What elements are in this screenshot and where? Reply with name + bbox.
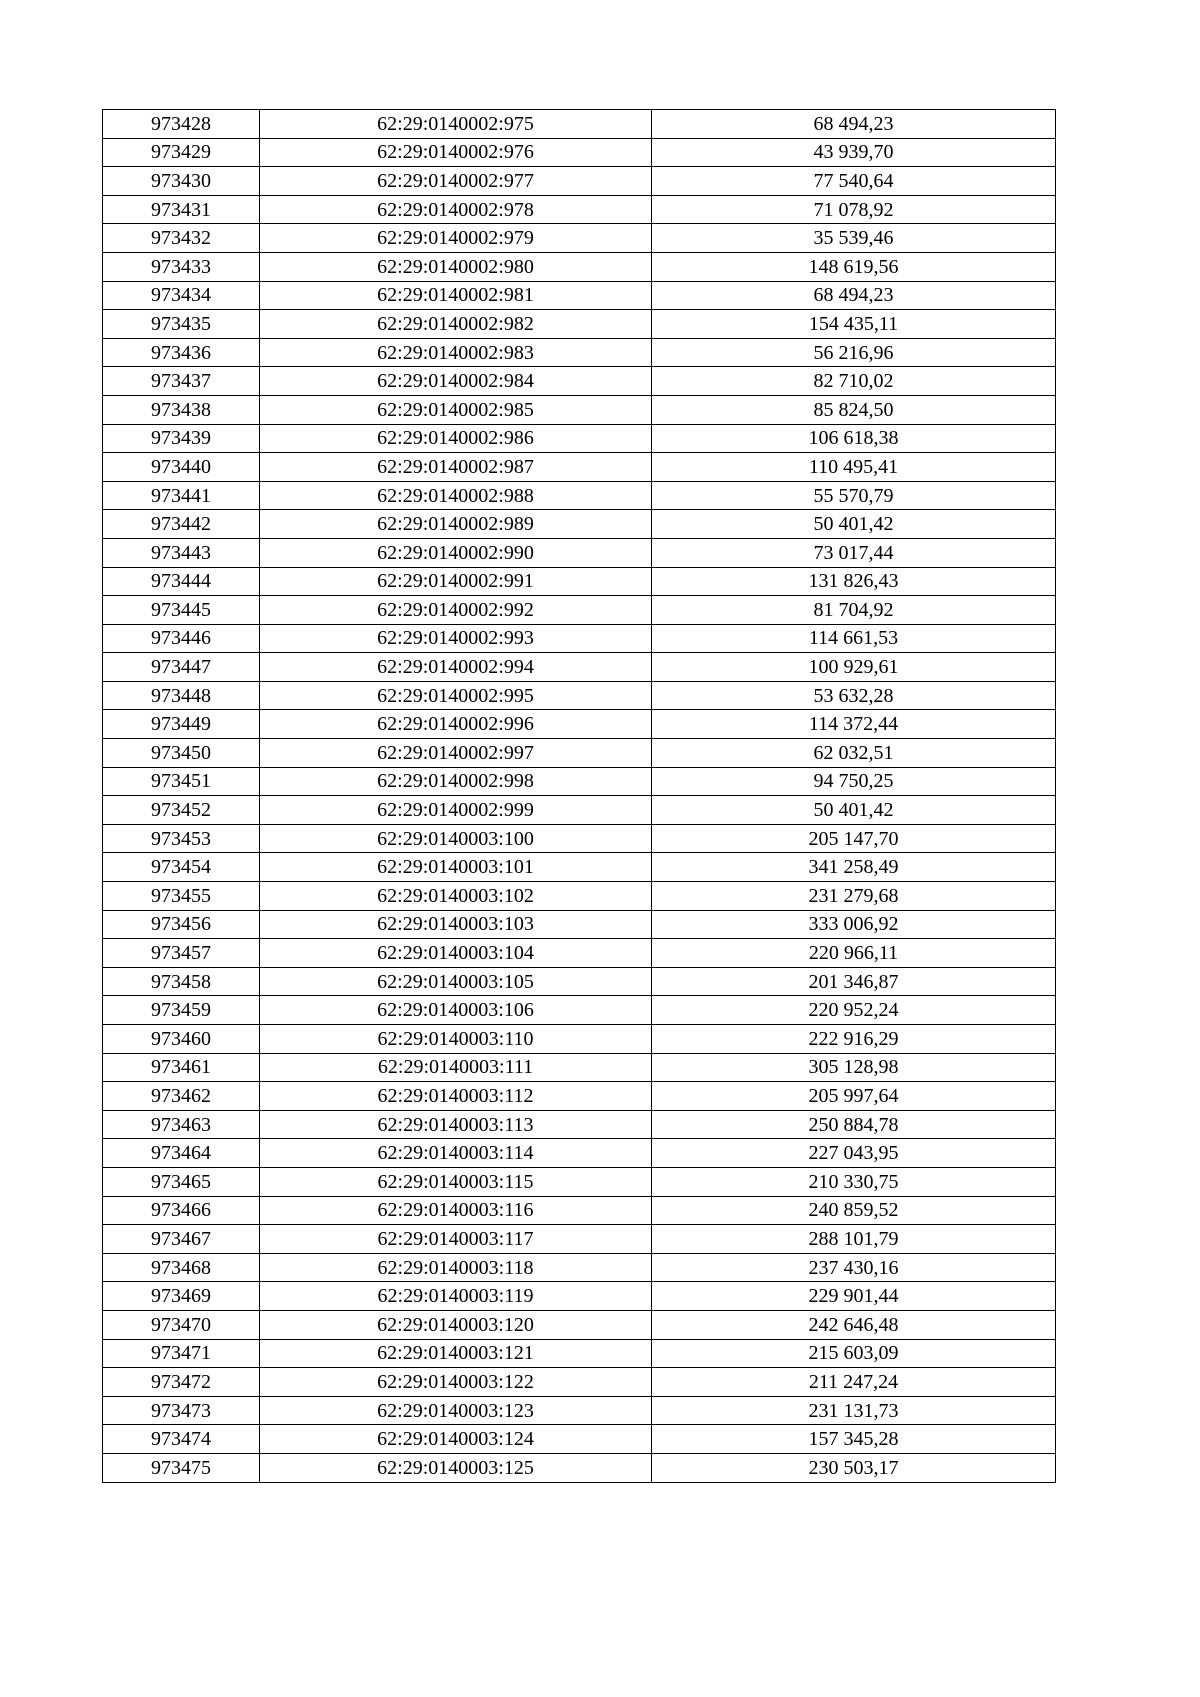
cadastral-number-cell: 62:29:0140003:114 xyxy=(260,1139,652,1168)
value-cell: 114 661,53 xyxy=(652,624,1056,653)
value-cell: 157 345,28 xyxy=(652,1425,1056,1454)
value-cell: 205 147,70 xyxy=(652,824,1056,853)
cadastral-number-cell: 62:29:0140002:975 xyxy=(260,110,652,139)
row-number-cell: 973475 xyxy=(103,1453,260,1482)
row-number-cell: 973435 xyxy=(103,310,260,339)
value-cell: 333 006,92 xyxy=(652,910,1056,939)
value-cell: 81 704,92 xyxy=(652,596,1056,625)
table-row xyxy=(103,653,1056,682)
row-number-cell: 973454 xyxy=(103,853,260,882)
value-cell: 250 884,78 xyxy=(652,1110,1056,1139)
cadastral-number-cell: 62:29:0140003:105 xyxy=(260,967,652,996)
value-cell: 211 247,24 xyxy=(652,1368,1056,1397)
value-cell: 110 495,41 xyxy=(652,453,1056,482)
row-number-cell: 973474 xyxy=(103,1425,260,1454)
cadastral-number-cell: 62:29:0140003:111 xyxy=(260,1053,652,1082)
value-cell: 53 632,28 xyxy=(652,681,1056,710)
table-row xyxy=(103,1025,1056,1054)
cadastral-number-cell: 62:29:0140002:983 xyxy=(260,338,652,367)
value-cell: 237 430,16 xyxy=(652,1253,1056,1282)
cadastral-number-cell: 62:29:0140002:999 xyxy=(260,796,652,825)
value-cell: 227 043,95 xyxy=(652,1139,1056,1168)
table-row xyxy=(103,1339,1056,1368)
cadastral-number-cell: 62:29:0140002:985 xyxy=(260,395,652,424)
row-number-cell: 973458 xyxy=(103,967,260,996)
row-number-cell: 973451 xyxy=(103,767,260,796)
table-row xyxy=(103,510,1056,539)
table-row xyxy=(103,567,1056,596)
cadastral-number-cell: 62:29:0140002:978 xyxy=(260,195,652,224)
table-row xyxy=(103,1396,1056,1425)
cadastral-number-cell: 62:29:0140002:990 xyxy=(260,538,652,567)
cadastral-number-cell: 62:29:0140002:977 xyxy=(260,167,652,196)
table-row xyxy=(103,796,1056,825)
row-number-cell: 973439 xyxy=(103,424,260,453)
table-row xyxy=(103,824,1056,853)
row-number-cell: 973441 xyxy=(103,481,260,510)
row-number-cell: 973434 xyxy=(103,281,260,310)
row-number-cell: 973431 xyxy=(103,195,260,224)
value-cell: 305 128,98 xyxy=(652,1053,1056,1082)
row-number-cell: 973467 xyxy=(103,1225,260,1254)
cadastral-number-cell: 62:29:0140003:106 xyxy=(260,996,652,1025)
table-row xyxy=(103,967,1056,996)
cadastral-number-cell: 62:29:0140002:986 xyxy=(260,424,652,453)
row-number-cell: 973472 xyxy=(103,1368,260,1397)
cadastral-number-cell: 62:29:0140003:124 xyxy=(260,1425,652,1454)
value-cell: 85 824,50 xyxy=(652,395,1056,424)
table-row xyxy=(103,1110,1056,1139)
row-number-cell: 973437 xyxy=(103,367,260,396)
cadastral-number-cell: 62:29:0140002:982 xyxy=(260,310,652,339)
value-cell: 114 372,44 xyxy=(652,710,1056,739)
row-number-cell: 973453 xyxy=(103,824,260,853)
table-row xyxy=(103,853,1056,882)
cadastral-number-cell: 62:29:0140003:102 xyxy=(260,882,652,911)
cadastral-number-cell: 62:29:0140002:984 xyxy=(260,367,652,396)
table-row xyxy=(103,1453,1056,1482)
data-table xyxy=(102,109,1056,1483)
cadastral-number-cell: 62:29:0140003:112 xyxy=(260,1082,652,1111)
value-cell: 242 646,48 xyxy=(652,1310,1056,1339)
table-row xyxy=(103,281,1056,310)
row-number-cell: 973455 xyxy=(103,882,260,911)
table-row xyxy=(103,395,1056,424)
table-row xyxy=(103,1053,1056,1082)
value-cell: 43 939,70 xyxy=(652,138,1056,167)
value-cell: 210 330,75 xyxy=(652,1167,1056,1196)
cadastral-number-cell: 62:29:0140002:987 xyxy=(260,453,652,482)
table-row xyxy=(103,453,1056,482)
row-number-cell: 973457 xyxy=(103,939,260,968)
value-cell: 231 279,68 xyxy=(652,882,1056,911)
table-row xyxy=(103,1253,1056,1282)
value-cell: 230 503,17 xyxy=(652,1453,1056,1482)
value-cell: 220 952,24 xyxy=(652,996,1056,1025)
table-row xyxy=(103,1167,1056,1196)
cadastral-number-cell: 62:29:0140003:122 xyxy=(260,1368,652,1397)
table-row xyxy=(103,681,1056,710)
table-row xyxy=(103,310,1056,339)
row-number-cell: 973469 xyxy=(103,1282,260,1311)
value-cell: 240 859,52 xyxy=(652,1196,1056,1225)
cadastral-number-cell: 62:29:0140003:103 xyxy=(260,910,652,939)
value-cell: 73 017,44 xyxy=(652,538,1056,567)
row-number-cell: 973443 xyxy=(103,538,260,567)
table-row xyxy=(103,910,1056,939)
table-row xyxy=(103,739,1056,768)
table-row xyxy=(103,624,1056,653)
row-number-cell: 973440 xyxy=(103,453,260,482)
value-cell: 77 540,64 xyxy=(652,167,1056,196)
table-row xyxy=(103,1082,1056,1111)
row-number-cell: 973428 xyxy=(103,110,260,139)
table-row xyxy=(103,338,1056,367)
table-row xyxy=(103,195,1056,224)
cadastral-number-cell: 62:29:0140002:996 xyxy=(260,710,652,739)
cadastral-number-cell: 62:29:0140003:125 xyxy=(260,1453,652,1482)
row-number-cell: 973448 xyxy=(103,681,260,710)
value-cell: 106 618,38 xyxy=(652,424,1056,453)
table-row xyxy=(103,367,1056,396)
value-cell: 68 494,23 xyxy=(652,110,1056,139)
cadastral-number-cell: 62:29:0140003:123 xyxy=(260,1396,652,1425)
row-number-cell: 973444 xyxy=(103,567,260,596)
value-cell: 55 570,79 xyxy=(652,481,1056,510)
table-row xyxy=(103,710,1056,739)
row-number-cell: 973464 xyxy=(103,1139,260,1168)
row-number-cell: 973460 xyxy=(103,1025,260,1054)
table-row xyxy=(103,1282,1056,1311)
row-number-cell: 973468 xyxy=(103,1253,260,1282)
cadastral-number-cell: 62:29:0140002:989 xyxy=(260,510,652,539)
row-number-cell: 973445 xyxy=(103,596,260,625)
cadastral-number-cell: 62:29:0140002:995 xyxy=(260,681,652,710)
table-row xyxy=(103,167,1056,196)
value-cell: 131 826,43 xyxy=(652,567,1056,596)
value-cell: 82 710,02 xyxy=(652,367,1056,396)
cadastral-number-cell: 62:29:0140002:992 xyxy=(260,596,652,625)
table-row xyxy=(103,110,1056,139)
row-number-cell: 973452 xyxy=(103,796,260,825)
row-number-cell: 973462 xyxy=(103,1082,260,1111)
row-number-cell: 973461 xyxy=(103,1053,260,1082)
cadastral-number-cell: 62:29:0140003:100 xyxy=(260,824,652,853)
cadastral-number-cell: 62:29:0140002:994 xyxy=(260,653,652,682)
row-number-cell: 973465 xyxy=(103,1167,260,1196)
row-number-cell: 973456 xyxy=(103,910,260,939)
cadastral-number-cell: 62:29:0140002:981 xyxy=(260,281,652,310)
row-number-cell: 973471 xyxy=(103,1339,260,1368)
value-cell: 71 078,92 xyxy=(652,195,1056,224)
row-number-cell: 973463 xyxy=(103,1110,260,1139)
row-number-cell: 973442 xyxy=(103,510,260,539)
table-row xyxy=(103,596,1056,625)
value-cell: 205 997,64 xyxy=(652,1082,1056,1111)
cadastral-number-cell: 62:29:0140003:121 xyxy=(260,1339,652,1368)
table-row xyxy=(103,767,1056,796)
value-cell: 62 032,51 xyxy=(652,739,1056,768)
value-cell: 229 901,44 xyxy=(652,1282,1056,1311)
cadastral-number-cell: 62:29:0140003:104 xyxy=(260,939,652,968)
cadastral-number-cell: 62:29:0140002:988 xyxy=(260,481,652,510)
value-cell: 50 401,42 xyxy=(652,510,1056,539)
cadastral-number-cell: 62:29:0140003:110 xyxy=(260,1025,652,1054)
row-number-cell: 973436 xyxy=(103,338,260,367)
value-cell: 56 216,96 xyxy=(652,338,1056,367)
cadastral-number-cell: 62:29:0140002:980 xyxy=(260,252,652,281)
table-row xyxy=(103,224,1056,253)
value-cell: 222 916,29 xyxy=(652,1025,1056,1054)
value-cell: 148 619,56 xyxy=(652,252,1056,281)
cadastral-number-cell: 62:29:0140003:120 xyxy=(260,1310,652,1339)
cadastral-number-cell: 62:29:0140003:116 xyxy=(260,1196,652,1225)
row-number-cell: 973447 xyxy=(103,653,260,682)
cadastral-number-cell: 62:29:0140002:976 xyxy=(260,138,652,167)
cadastral-number-cell: 62:29:0140003:119 xyxy=(260,1282,652,1311)
value-cell: 201 346,87 xyxy=(652,967,1056,996)
row-number-cell: 973438 xyxy=(103,395,260,424)
table-row xyxy=(103,538,1056,567)
table-row xyxy=(103,1425,1056,1454)
row-number-cell: 973473 xyxy=(103,1396,260,1425)
value-cell: 220 966,11 xyxy=(652,939,1056,968)
table-row xyxy=(103,481,1056,510)
table-row xyxy=(103,939,1056,968)
table-body xyxy=(103,110,1056,1483)
row-number-cell: 973433 xyxy=(103,252,260,281)
row-number-cell: 973446 xyxy=(103,624,260,653)
cadastral-number-cell: 62:29:0140003:113 xyxy=(260,1110,652,1139)
row-number-cell: 973459 xyxy=(103,996,260,1025)
cadastral-number-cell: 62:29:0140002:993 xyxy=(260,624,652,653)
row-number-cell: 973430 xyxy=(103,167,260,196)
table-row xyxy=(103,1139,1056,1168)
value-cell: 215 603,09 xyxy=(652,1339,1056,1368)
value-cell: 100 929,61 xyxy=(652,653,1056,682)
value-cell: 231 131,73 xyxy=(652,1396,1056,1425)
value-cell: 341 258,49 xyxy=(652,853,1056,882)
table-row xyxy=(103,1310,1056,1339)
row-number-cell: 973466 xyxy=(103,1196,260,1225)
table-row xyxy=(103,138,1056,167)
row-number-cell: 973470 xyxy=(103,1310,260,1339)
cadastral-number-cell: 62:29:0140002:991 xyxy=(260,567,652,596)
table-row xyxy=(103,996,1056,1025)
value-cell: 50 401,42 xyxy=(652,796,1056,825)
cadastral-number-cell: 62:29:0140002:998 xyxy=(260,767,652,796)
value-cell: 288 101,79 xyxy=(652,1225,1056,1254)
row-number-cell: 973429 xyxy=(103,138,260,167)
cadastral-number-cell: 62:29:0140003:115 xyxy=(260,1167,652,1196)
table-row xyxy=(103,424,1056,453)
table-row xyxy=(103,1196,1056,1225)
cadastral-number-cell: 62:29:0140002:997 xyxy=(260,739,652,768)
table-row xyxy=(103,1225,1056,1254)
table-row xyxy=(103,252,1056,281)
cadastral-number-cell: 62:29:0140003:101 xyxy=(260,853,652,882)
value-cell: 68 494,23 xyxy=(652,281,1056,310)
value-cell: 154 435,11 xyxy=(652,310,1056,339)
row-number-cell: 973449 xyxy=(103,710,260,739)
table-row xyxy=(103,882,1056,911)
cadastral-number-cell: 62:29:0140003:118 xyxy=(260,1253,652,1282)
cadastral-number-cell: 62:29:0140003:117 xyxy=(260,1225,652,1254)
table-row xyxy=(103,1368,1056,1397)
row-number-cell: 973450 xyxy=(103,739,260,768)
value-cell: 35 539,46 xyxy=(652,224,1056,253)
value-cell: 94 750,25 xyxy=(652,767,1056,796)
cadastral-number-cell: 62:29:0140002:979 xyxy=(260,224,652,253)
row-number-cell: 973432 xyxy=(103,224,260,253)
